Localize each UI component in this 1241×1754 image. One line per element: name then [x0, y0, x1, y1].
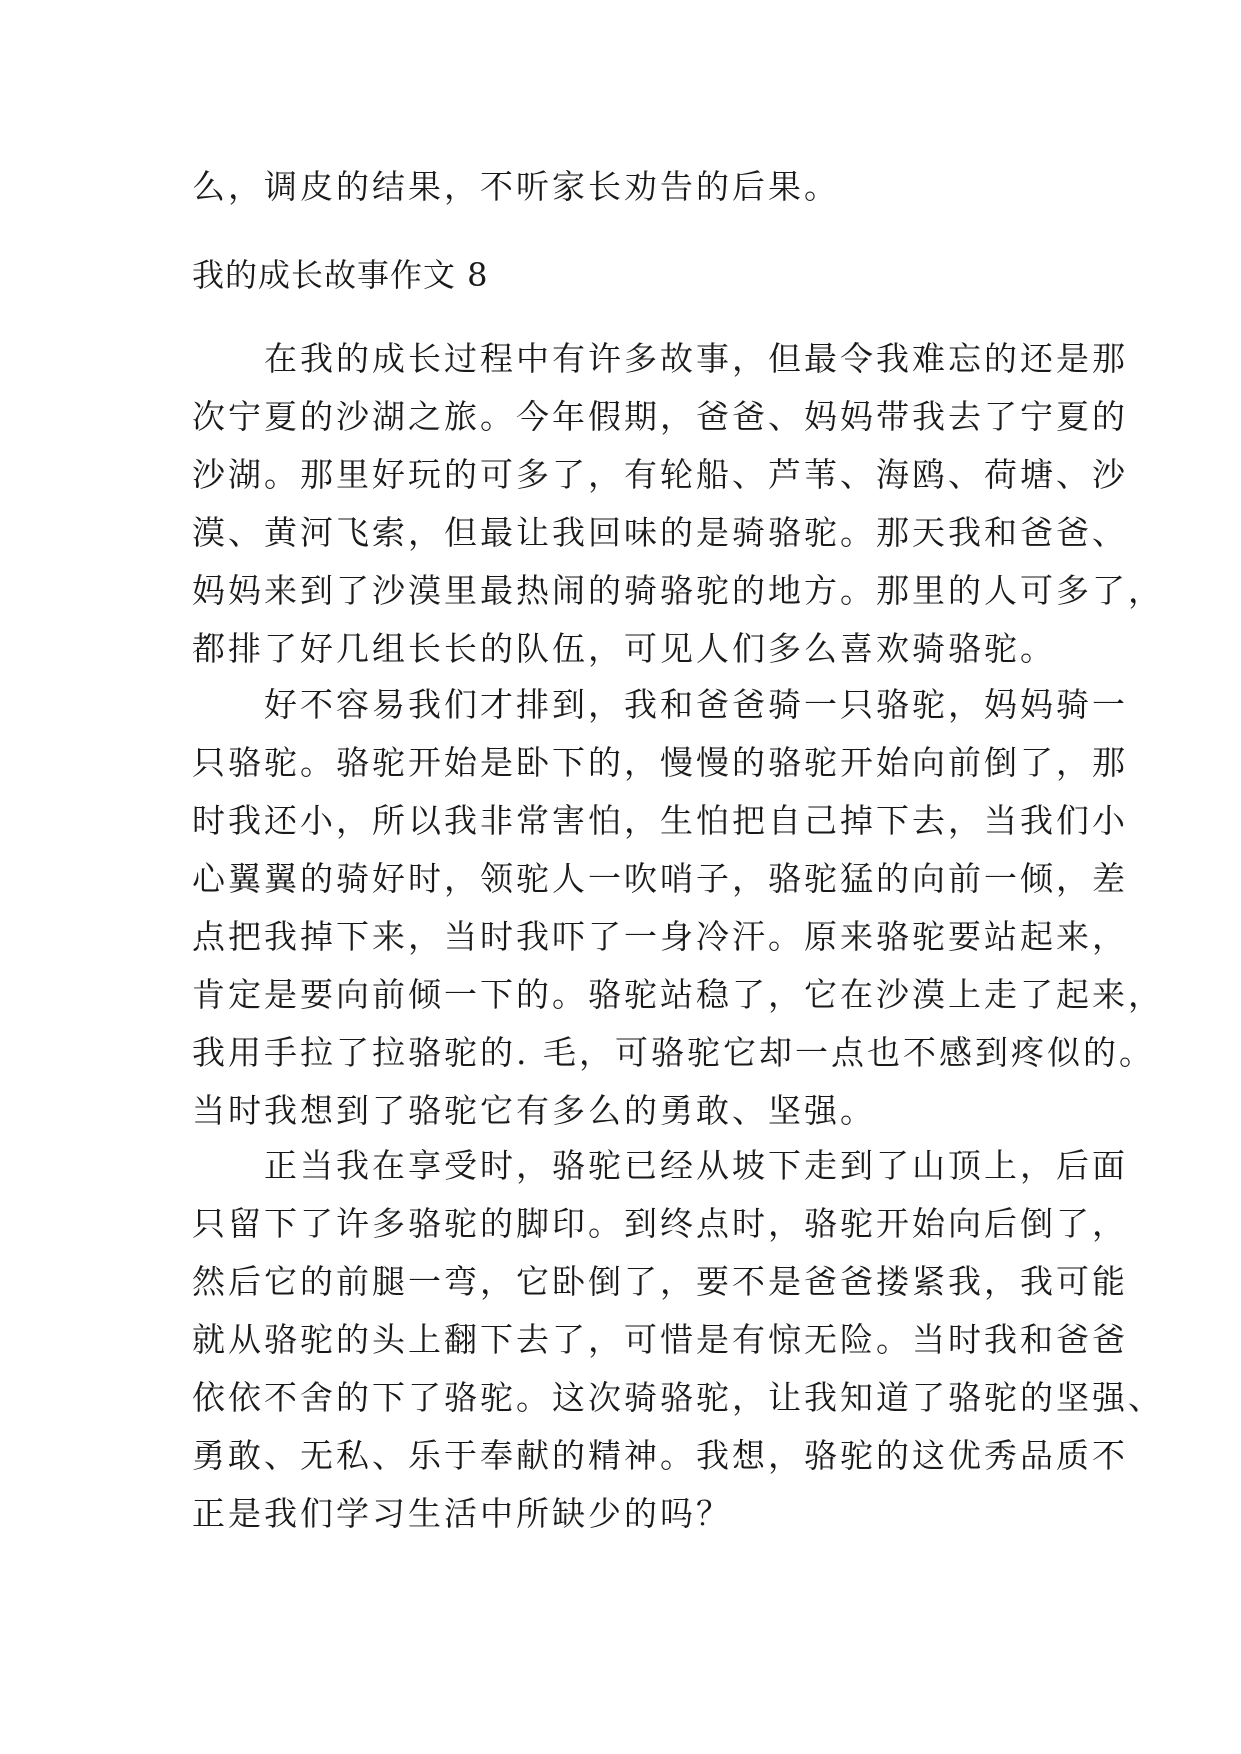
text-line: 只留下了许多骆驼的脚印。到终点时，骆驼开始向后倒了， [192, 1204, 1128, 1243]
section-heading-block [192, 246, 1072, 304]
text-line: 漠、黄河飞索，但最让我回味的是骑骆驼。那天我和爸爸、 [192, 513, 1128, 552]
text-line: 只骆驼。骆驼开始是卧下的，慢慢的骆驼开始向前倒了，那 [192, 743, 1128, 782]
text-line: 么，调皮的结果，不听家长劝告的后果。 [192, 167, 840, 206]
text-line: 肯定是要向前倾一下的。骆驼站稳了，它在沙漠上走了起来， [192, 975, 1164, 1014]
paragraph-3 [192, 1137, 1164, 1543]
text-line: 正当我在享受时，骆驼已经从坡下走到了山顶上，后面 [192, 1146, 1128, 1185]
text-line: 好不容易我们才排到，我和爸爸骑一只骆驼，妈妈骑一 [192, 685, 1128, 724]
text-line: 沙湖。那里好玩的可多了，有轮船、芦苇、海鸥、荷塘、沙 [192, 455, 1128, 494]
text-line: 心翼翼的骑好时，领驼人一吹哨子，骆驼猛的向前一倾，差 [192, 859, 1128, 898]
text-line: 妈妈来到了沙漠里最热闹的骑骆驼的地方。那里的人可多了， [192, 571, 1164, 610]
text-line: 在我的成长过程中有许多故事，但最令我难忘的还是那 [192, 339, 1128, 378]
text-line: 当时我想到了骆驼它有多么的勇敢、坚强。 [192, 1091, 876, 1130]
text-line: 我用手拉了拉骆驼的. 毛，可骆驼它却一点也不感到疼似的。 [192, 1033, 1155, 1072]
text-line: 次宁夏的沙湖之旅。今年假期，爸爸、妈妈带我去了宁夏的 [192, 397, 1128, 436]
text-line: 依依不舍的下了骆驼。这次骑骆驼，让我知道了骆驼的坚强、 [192, 1378, 1164, 1417]
section-title: 我的成长故事作文 8 [192, 256, 489, 294]
text-line: 勇敢、无私、乐于奉献的精神。我想，骆驼的这优秀品质不 [192, 1436, 1128, 1475]
text-line: 就从骆驼的头上翻下去了，可惜是有惊无险。当时我和爸爸 [192, 1320, 1128, 1359]
text-line: 点把我掉下来，当时我吓了一身冷汗。原来骆驼要站起来， [192, 917, 1128, 956]
continuation-text [192, 158, 1072, 216]
text-line: 然后它的前腿一弯，它卧倒了，要不是爸爸搂紧我，我可能 [192, 1262, 1128, 1301]
text-line: 都排了好几组长长的队伍，可见人们多么喜欢骑骆驼。 [192, 629, 1056, 668]
text-line: 时我还小，所以我非常害怕，生怕把自己掉下去，当我们小 [192, 801, 1128, 840]
text-line: 正是我们学习生活中所缺少的吗？ [192, 1494, 732, 1533]
paragraph-2 [192, 676, 1164, 1140]
paragraph-1 [192, 330, 1164, 678]
